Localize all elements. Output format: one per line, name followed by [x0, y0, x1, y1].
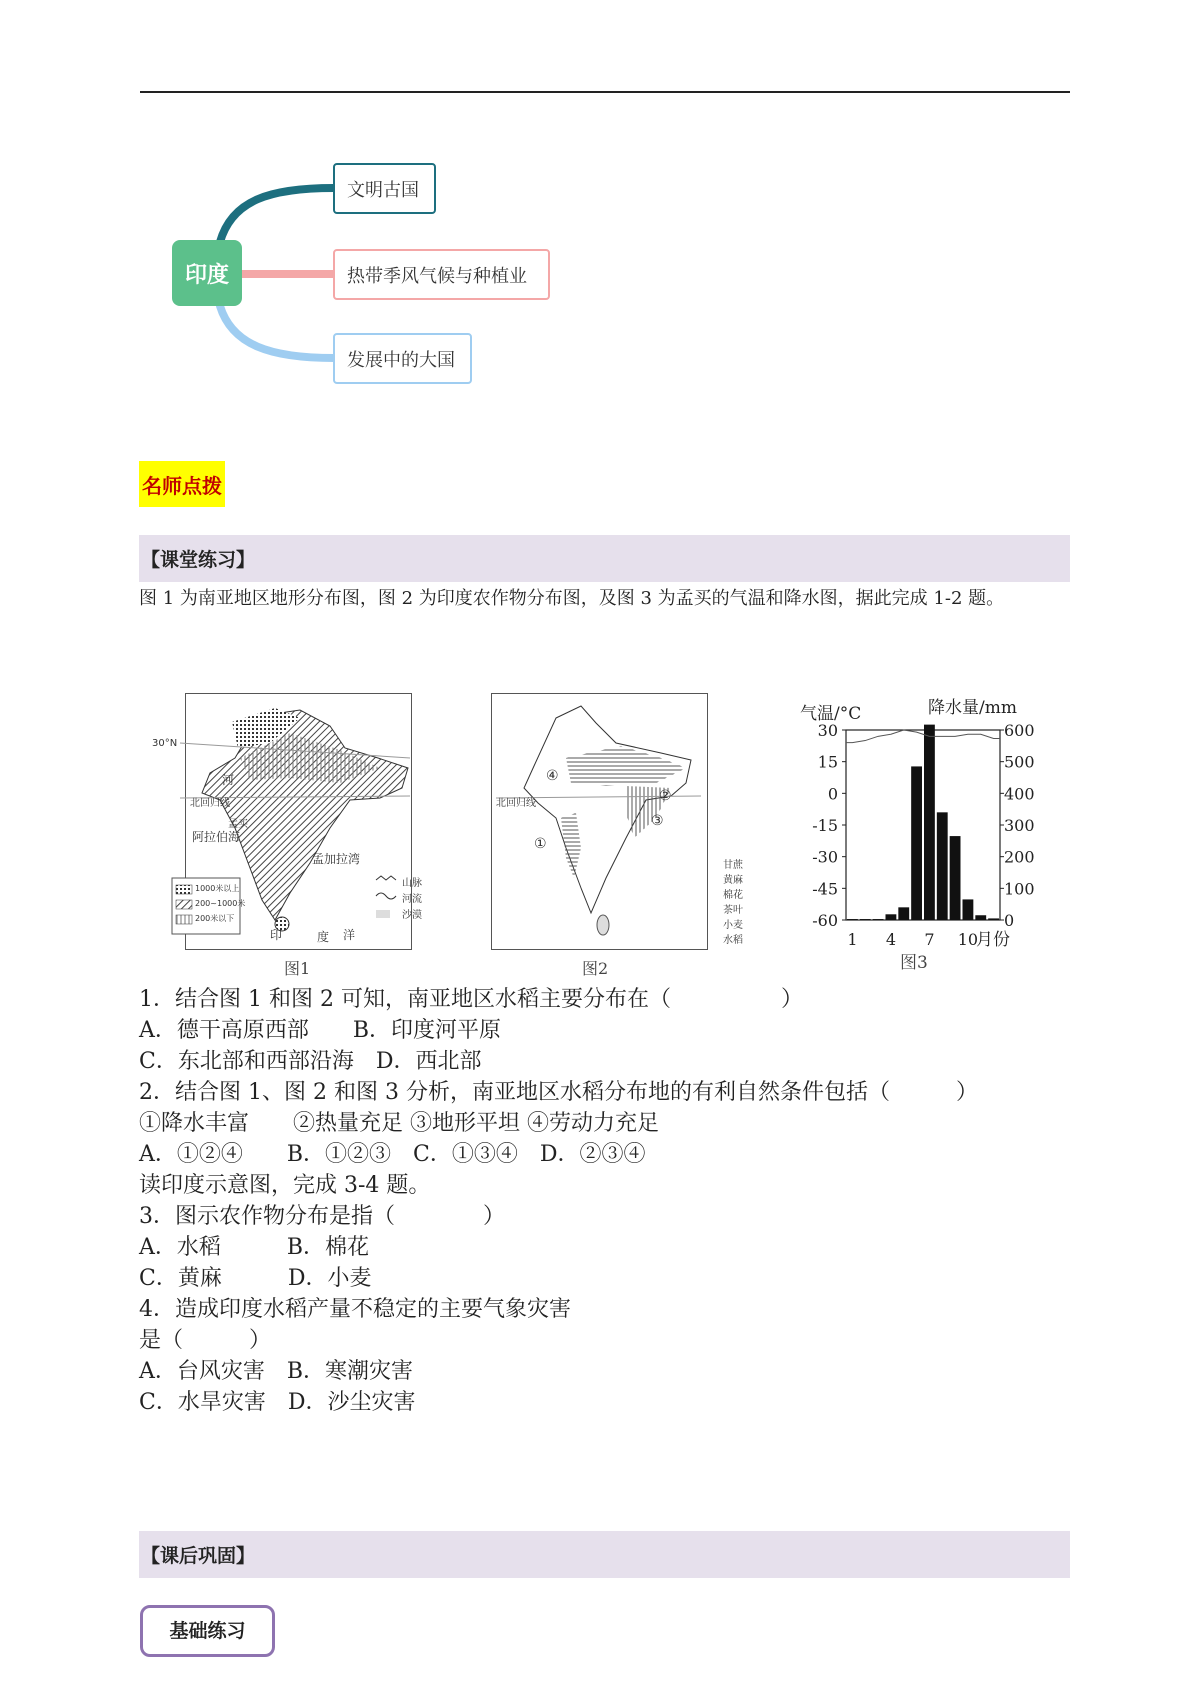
fig2-caption: 图2 — [582, 959, 609, 978]
question-2-options: A．①②④ B．①②③ C．①③④ D．②③④ — [139, 1142, 646, 1167]
month-tick-label: 10 — [957, 930, 979, 949]
precip-bar-2 — [860, 919, 871, 920]
mindmap-node-monsoon-agriculture: 热带季风气候与种植业 — [333, 249, 550, 300]
plot-frame — [846, 730, 1000, 920]
temp-tick-label: -45 — [812, 879, 838, 899]
fig2-legend-jute: 黄麻 — [723, 875, 743, 886]
precip-tick-label: 400 — [1004, 784, 1035, 804]
month-tick-label: 7 — [924, 930, 935, 949]
temp-tick-label: -60 — [812, 911, 838, 930]
section-after-class: 【课后巩固】 — [139, 1531, 1070, 1578]
precip-tick-label: 500 — [1004, 752, 1035, 772]
precip-tick-label: 100 — [1004, 879, 1035, 899]
precip-tick-label: 600 — [1004, 721, 1035, 740]
precip-bar-11 — [975, 915, 986, 920]
fig3-caption: 图3 — [900, 953, 928, 973]
fig1-bay-label: 孟加拉湾 — [312, 852, 361, 866]
fig1-legend-low: 200米以下 — [195, 914, 235, 923]
question-3: 3．图示农作物分布是指（ ） — [139, 1204, 505, 1229]
question-2-items: ①降水丰富 ②热量充足 ③地形平坦 ④劳动力充足 — [139, 1111, 659, 1136]
fig1-legend-mid: 200~1000米 — [195, 899, 246, 908]
temperature-curve — [846, 730, 1000, 743]
fig2-marker-4: ④ — [546, 768, 559, 784]
figure-3-climate-chart — [790, 688, 1050, 988]
precip-bar-10 — [963, 899, 974, 920]
fig2-marker-2: ② — [659, 788, 672, 804]
basic-practice-label: 基础练习 — [140, 1605, 275, 1657]
mindmap-connectors — [0, 0, 1200, 420]
fig1-legend-high: 1000米以上 — [195, 884, 240, 893]
question-1: 1．结合图 1 和图 2 可知，南亚地区水稻主要分布在（ ） — [139, 987, 803, 1012]
temp-axis-label: 气温/°C — [800, 704, 862, 724]
fig2-tropic-label: 北回归线 — [496, 798, 536, 809]
fig1-caption: 图1 — [284, 959, 311, 978]
fig1-sea-label: 阿拉伯海 — [192, 830, 241, 844]
question-4: 4．造成印度水稻产量不稳定的主要气象灾害 — [139, 1297, 571, 1322]
precip-bar-9 — [950, 836, 961, 920]
fig1-ocean-label-2: 度 — [317, 930, 330, 944]
precip-bar-7 — [924, 725, 935, 920]
fig1-ocean-label-3: 洋 — [343, 928, 356, 942]
fig2-legend-sugarcane: 甘蔗 — [723, 860, 743, 871]
fig1-river-label: 河 — [222, 773, 235, 787]
precip-bar-1 — [847, 919, 858, 920]
fig2-marker-1: ① — [534, 836, 547, 852]
precip-tick-label: 300 — [1004, 816, 1035, 835]
precip-tick-label: 0 — [1004, 911, 1015, 930]
precip-axis-label: 降水量/mm — [928, 698, 1017, 718]
fig1-city-label: 孟买 — [228, 819, 248, 830]
precip-bar-3 — [873, 919, 884, 920]
intro-paragraph: 图 1 为南亚地区地形分布图，图 2 为印度农作物分布图，及图 3 为孟买的气温和降水图，据此完成 1-2 题。 — [139, 588, 1005, 609]
temp-tick-label: -30 — [812, 847, 838, 867]
precip-bar-8 — [937, 812, 948, 920]
mindmap-root-india: 印度 — [172, 240, 242, 306]
fig1-tropic-label: 北回归线 — [190, 798, 230, 809]
precip-bar-4 — [886, 914, 897, 920]
temp-tick-label: -15 — [812, 816, 838, 835]
precip-bar-6 — [911, 766, 922, 920]
precip-bar-12 — [988, 918, 999, 920]
temp-tick-label: 30 — [817, 721, 838, 740]
fig1-legend-desert: 沙漠 — [402, 910, 422, 921]
fig2-marker-3: ③ — [651, 813, 664, 829]
fig1-legend-river: 河流 — [402, 894, 422, 905]
temp-tick-label: 0 — [827, 784, 838, 804]
figure-1-terrain-map — [140, 688, 470, 978]
question-4-continued: 是（ ） — [139, 1328, 272, 1353]
question-2: 2．结合图 1、图 2 和图 3 分析，南亚地区水稻分布地的有利自然条件包括（ ） — [139, 1080, 978, 1105]
read-instruction: 读印度示意图，完成 3-4 题。 — [139, 1173, 431, 1198]
precip-bar-5 — [898, 907, 909, 920]
question-1-options-cd: C．东北部和西部沿海 D．西北部 — [139, 1049, 482, 1074]
temp-tick-label: 15 — [817, 752, 838, 772]
fig1-legend-mountain: 山脉 — [402, 878, 422, 889]
question-4-options-ab: A．台风灾害 B．寒潮灾害 — [139, 1359, 414, 1384]
question-1-options-ab: A．德干高原西部 B．印度河平原 — [139, 1018, 502, 1043]
question-4-options-cd: C．水旱灾害 D．沙尘灾害 — [139, 1390, 416, 1415]
question-3-options-cd: C．黄麻 D．小麦 — [139, 1266, 372, 1291]
climate-chart-svg — [790, 688, 1050, 988]
section-classroom-practice: 【课堂练习】 — [139, 535, 1070, 582]
precip-tick-label: 200 — [1004, 847, 1035, 867]
fig2-legend-tea: 茶叶 — [723, 905, 743, 916]
figure-2-crop-map — [486, 688, 766, 978]
fig2-legend-wheat: 小麦 — [723, 920, 743, 931]
mindmap-node-developing-country: 发展中的大国 — [333, 333, 472, 384]
month-tick-label: 4 — [885, 930, 897, 949]
teacher-tips-label: 名师点拨 — [139, 461, 225, 507]
month-tick-label: 1 — [847, 930, 858, 949]
fig1-lat-label: 30°N — [152, 738, 178, 749]
mindmap-node-ancient-civilization: 文明古国 — [333, 163, 436, 214]
x-unit-label: 月份 — [976, 930, 1010, 950]
fig2-legend-rice: 水稻 — [723, 935, 743, 946]
fig2-legend-cotton: 棉花 — [723, 890, 743, 901]
question-3-options-ab: A．水稻 B．棉花 — [139, 1235, 370, 1260]
fig1-ocean-label-1: 印 — [270, 928, 283, 942]
